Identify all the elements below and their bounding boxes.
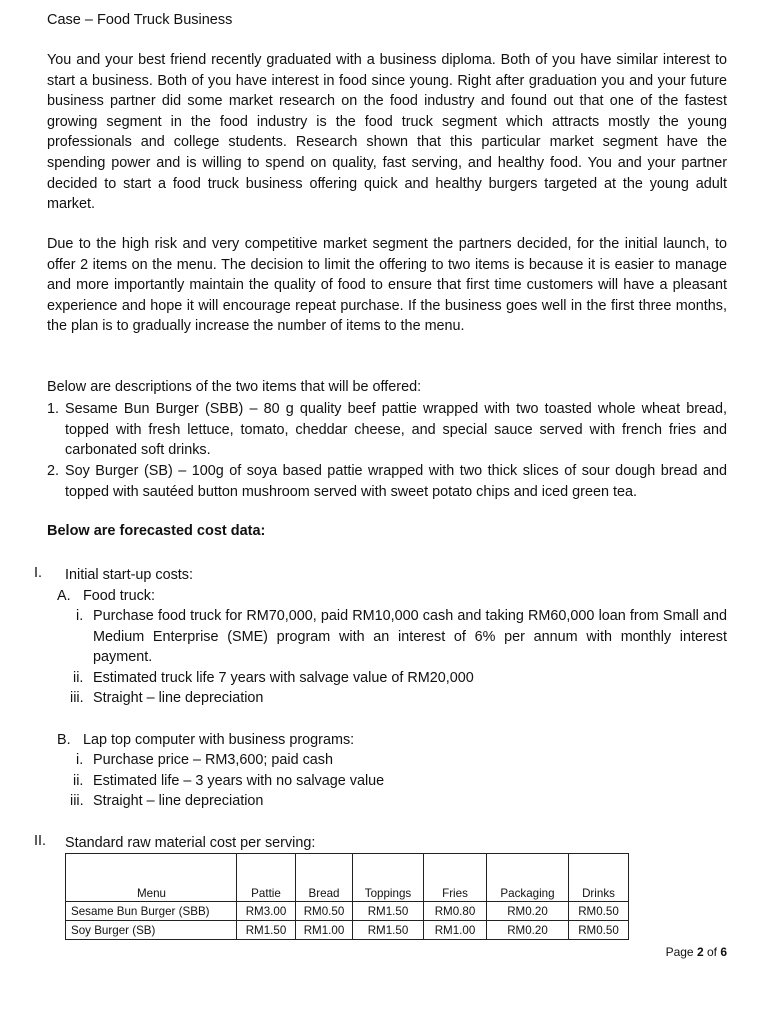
table-cell: RM1.50 [353, 921, 424, 940]
table-cell: RM3.00 [237, 902, 296, 921]
point-number: iii. [70, 793, 84, 809]
header-cell: Packaging [487, 854, 569, 902]
point-number: ii. [73, 773, 84, 789]
part-title: Food truck: [83, 588, 155, 604]
part-letter: B. [57, 732, 71, 748]
section-numeral: I. [34, 565, 42, 581]
table-header-row [66, 854, 629, 902]
point-text: Straight – line depreciation [93, 690, 264, 706]
point-text: Purchase price – RM3,600; paid cash [93, 752, 333, 768]
header-cell: Menu [66, 854, 237, 902]
point-text: Estimated life – 3 years with no salvage value [93, 773, 385, 789]
page-number [666, 945, 727, 959]
point-number: iii. [70, 690, 84, 706]
menu-item-sb [47, 461, 727, 502]
of-label: of [703, 945, 721, 959]
cost-heading: Below are forecasted cost data: [47, 523, 266, 539]
point-number: i. [76, 752, 84, 768]
table-row [66, 921, 629, 940]
point-text: Estimated truck life 7 years with salvage value of RM20,000 [93, 670, 474, 686]
section-title: Initial start-up costs: [65, 567, 193, 583]
header-cell: Pattie [237, 854, 296, 902]
total-pages: 6 [720, 945, 727, 959]
table-cell: RM1.00 [296, 921, 353, 940]
header-cell: Toppings [353, 854, 424, 902]
strategy-paragraph: Due to the high risk and very competitive market segment the partners decided, for the initial launch, to offer 2 items on the menu. The decision to limit the offering to two items is because it is easier to manage and more importantly maintain the quality of food to ensure that first time customers will have a pleasant experience and hope it will encourage repeat purchase. If the business goes well in the first three months, the plan is to gradually increase the number of items to the menu. [47, 236, 727, 335]
table-cell: Soy Burger (SB) [66, 921, 237, 940]
table-cell: RM0.80 [424, 902, 487, 921]
item-number: 1. [47, 401, 60, 417]
header-cell: Bread [296, 854, 353, 902]
table-cell: RM0.20 [487, 902, 569, 921]
current-page: 2 [696, 945, 704, 959]
table-cell: RM0.50 [569, 902, 629, 921]
header-cell: Fries [424, 854, 487, 902]
case-title: Case – Food Truck Business [47, 12, 233, 28]
part-letter: A. [57, 588, 71, 604]
table-row [66, 902, 629, 921]
raw-material-cost-table [65, 853, 629, 940]
header-cell: Drinks [569, 854, 629, 902]
point-number: ii. [73, 670, 84, 686]
table-cell: Sesame Bun Burger (SBB) [66, 902, 237, 921]
section-title: Standard raw material cost per serving: [65, 835, 316, 851]
point-text: Purchase food truck for RM70,000, paid RM10,000 cash and taking RM60,000 loan from Small and Medium Enterprise (SME) program with an interest of 6% per annum with monthly interest payment. [93, 608, 727, 666]
table-cell: RM1.50 [237, 921, 296, 940]
section-numeral: II. [34, 833, 46, 849]
intro-paragraph: You and your best friend recently graduated with a business diploma. Both of you have similar interest to start a business. Both of you have interest in food since young. Right after graduation you and your future business partner did some market research on the food industry and found out that one of the fastest growing segment in the food industry is the food truck segment which attracts mostly the young professionals and college students. Research shown that this particular market segment have the spending power and is willing to spend on quality, fast serving, and healthy food. You and your partner decided to start a food truck business offering quick and healthy burgers targeted at the young adult market. [47, 52, 727, 213]
item-number: 2. [47, 463, 60, 479]
menu-item-sbb [47, 399, 727, 461]
part-title: Lap top computer with business programs: [83, 732, 355, 748]
item-description: Soy Burger (SB) – 100g of soya based pattie wrapped with two thick slices of sour dough bread and topped with sautéed button mushroom served with sweet potato chips and iced green tea. [65, 463, 727, 500]
point-number: i. [76, 608, 84, 624]
table-cell: RM0.50 [569, 921, 629, 940]
table-cell: RM1.50 [353, 902, 424, 921]
item-description: Sesame Bun Burger (SBB) – 80 g quality beef pattie wrapped with two toasted whole wheat bread, topped with fresh lettuce, tomato, cheddar cheese, and special sauce served with french fries and carbonated soft drinks. [65, 401, 727, 459]
table-cell: RM0.20 [487, 921, 569, 940]
table-cell: RM1.00 [424, 921, 487, 940]
table-cell: RM0.50 [296, 902, 353, 921]
page-label: Page [665, 945, 697, 959]
point-text: Straight – line depreciation [93, 793, 264, 809]
items-intro: Below are descriptions of the two items that will be offered: [47, 379, 422, 395]
